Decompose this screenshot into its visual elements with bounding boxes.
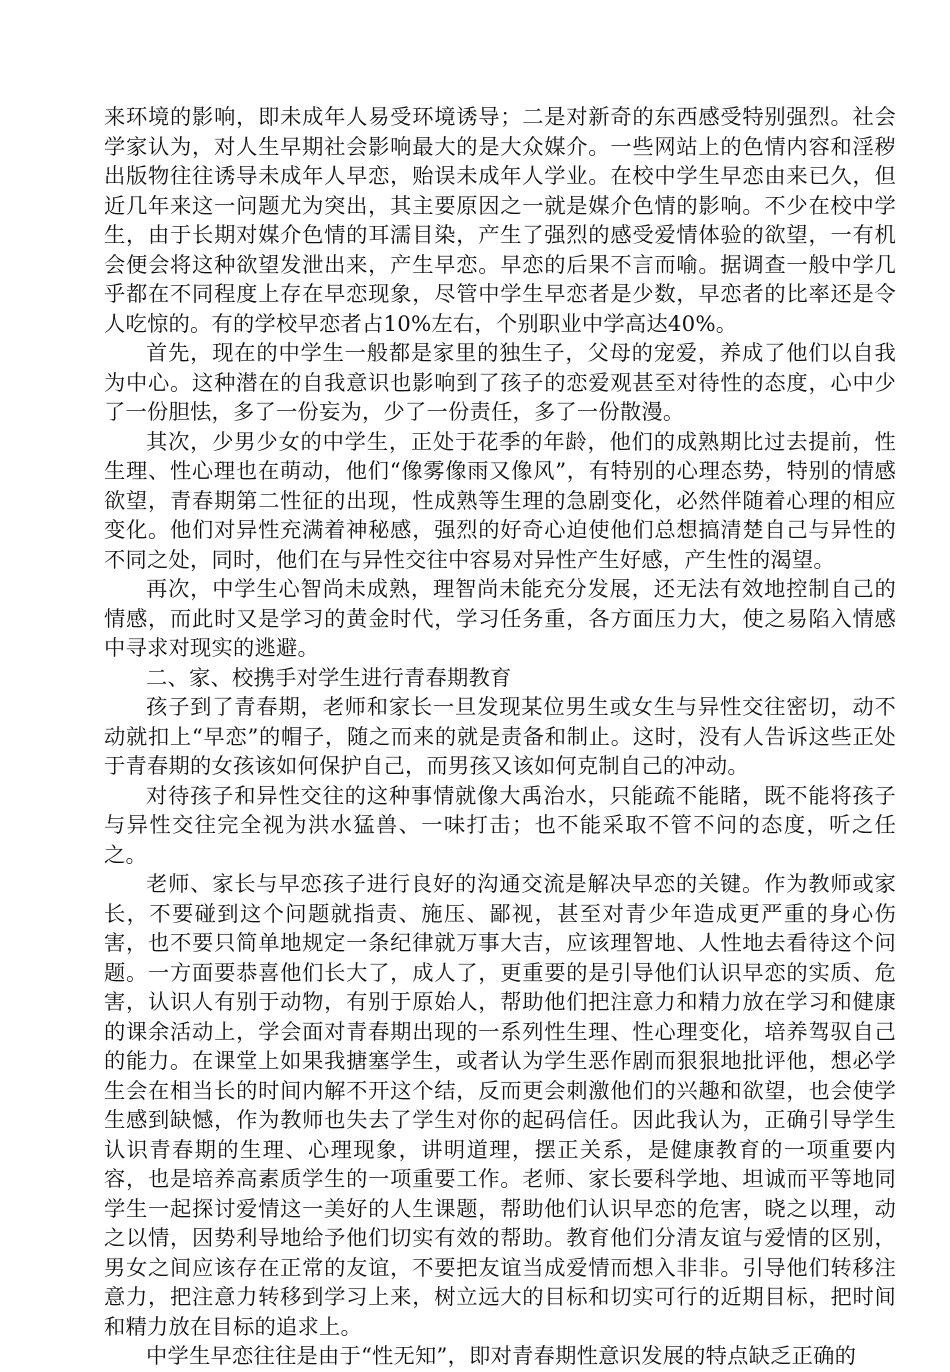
paragraph-sex-knowledge: 中学生早恋往往是由于“性无知”，即对青春期性意识发展的特点缺乏正确的 — [146, 1344, 857, 1369]
paragraph-teacher-parent-reaction: 孩子到了青春期，老师和家长一旦发现某位男生或女生与异性交往密切，动不动就扣上“早恋”的帽子，随之而来的就是责备和制止。这时，没有人告诉这些正处于青春期的女孩该如何保护自己，而男孩又该如何克制自己的冲动。 — [104, 695, 896, 779]
paragraph-second-reason: 其次，少男少女的中学生，正处于花季的年龄，他们的成熟期比过去提前，性生理、性心理也在萌动，他们“像雾像雨又像风”，有特别的心理态势，特别的情感欲望，青春期第二性征的出现，性成熟等生理的急剧变化，必然伴随着心理的相应变化。他们对异性充满着神秘感，强烈的好奇心迫使他们总想搞清楚自己与异性的不同之处，同时，他们在与异性交往中容易对异性产生好感，产生性的渴望。 — [104, 429, 896, 573]
paragraph-communication-key: 老师、家长与早恋孩子进行良好的沟通交流是解决早恋的关键。作为教师或家长，不要碰到这个问题就指责、施压、鄙视，甚至对青少年造成更严重的身心伤害，也不要只简单地规定一条纪律就万事大吉，应该理智地、人性地去看待这个问题。一方面要恭喜他们长大了，成人了，更重要的是引导他们认识早恋的实质、危害，认识人有别于动物，有别于原始人，帮助他们把注意力和精力放在学习和健康的课余活动上，学会面对青春期出现的一系列性生理、性心理变化，培养驾驭自己的能力。在课堂上如果我搪塞学生，或者认为学生恶作剧而狠狠地批评他，想必学生会在相当长的时间内解不开这个结，反而更会刺激他们的兴趣和欲望，也会使学生感到缺憾，作为教师也失去了学生对你的起码信任。因此我认为，正确引导学生认识青春期的生理、心理现象，讲明道理，摆正关系，是健康教育的一项重要内容，也是培养高素质学生的一项重要工作。老师、家长要科学地、坦诚而平等地同学生一起探讨爱情这一美好的人生课题，帮助他们认识早恋的危害，晓之以理，动之以情，因势利导地给予他们切实有效的帮助。教育他们分清友谊与爱情的区别，男女之间应该存在正常的友谊，不要把友谊当成爱情而想入非非。引导他们转移注意力，把注意力转移到学习上来，树立远大的目标和切实可行的近期目标，把时间和精力放在目标的追求上。 — [104, 872, 896, 1340]
paragraph-third-reason: 再次，中学生心智尚未成熟，理智尚未能充分发展，还无法有效地控制自己的情感，而此时又是学习的黄金时代，学习任务重，各方面压力大，使之易陷入情感中寻求对现实的逃避。 — [104, 577, 896, 661]
paragraph-first-reason: 首先，现在的中学生一般都是家里的独生子，父母的宠爱，养成了他们以自我为中心。这种潜在的自我意识也影响到了孩子的恋爱观甚至对待性的态度，心中少了一份胆怯，多了一份妄为，少了一份责任，多了一份散漫。 — [104, 341, 896, 425]
paragraph-continued-environment-influence: 来环境的影响，即未成年人易受环境诱导；二是对新奇的东西感受特别强烈。社会学家认为，对人生早期社会影响最大的是大众媒介。一些网站上的色情内容和淫秽出版物往往诱导未成年人早恋，贻误未成年人学业。在校中学生早恋由来已久，但近几年来这一问题尤为突出，其主要原因之一就是媒介色情的影响。不少在校中学生，由于长期对媒介色情的耳濡目染，产生了强烈的感受爱情体验的欲望，一有机会便会将这种欲望发泄出来，产生早恋。早恋的后果不言而喻。据调查一般中学几乎都在不同程度上存在早恋现象，尽管中学生早恋者是少数，早恋者的比率还是令人吃惊的。有的学校早恋者占10%左右，个别职业中学高达40%。 — [104, 105, 896, 337]
section-heading-puberty-education: 二、家、校携手对学生进行青春期教育 — [146, 665, 512, 691]
document-body — [104, 103, 896, 1372]
paragraph-guidance-approach: 对待孩子和异性交往的这种事情就像大禹治水，只能疏不能睹，既不能将孩子与异性交往完全视为洪水猛兽、一味打击；也不能采取不管不问的态度，听之任之。 — [104, 783, 896, 868]
